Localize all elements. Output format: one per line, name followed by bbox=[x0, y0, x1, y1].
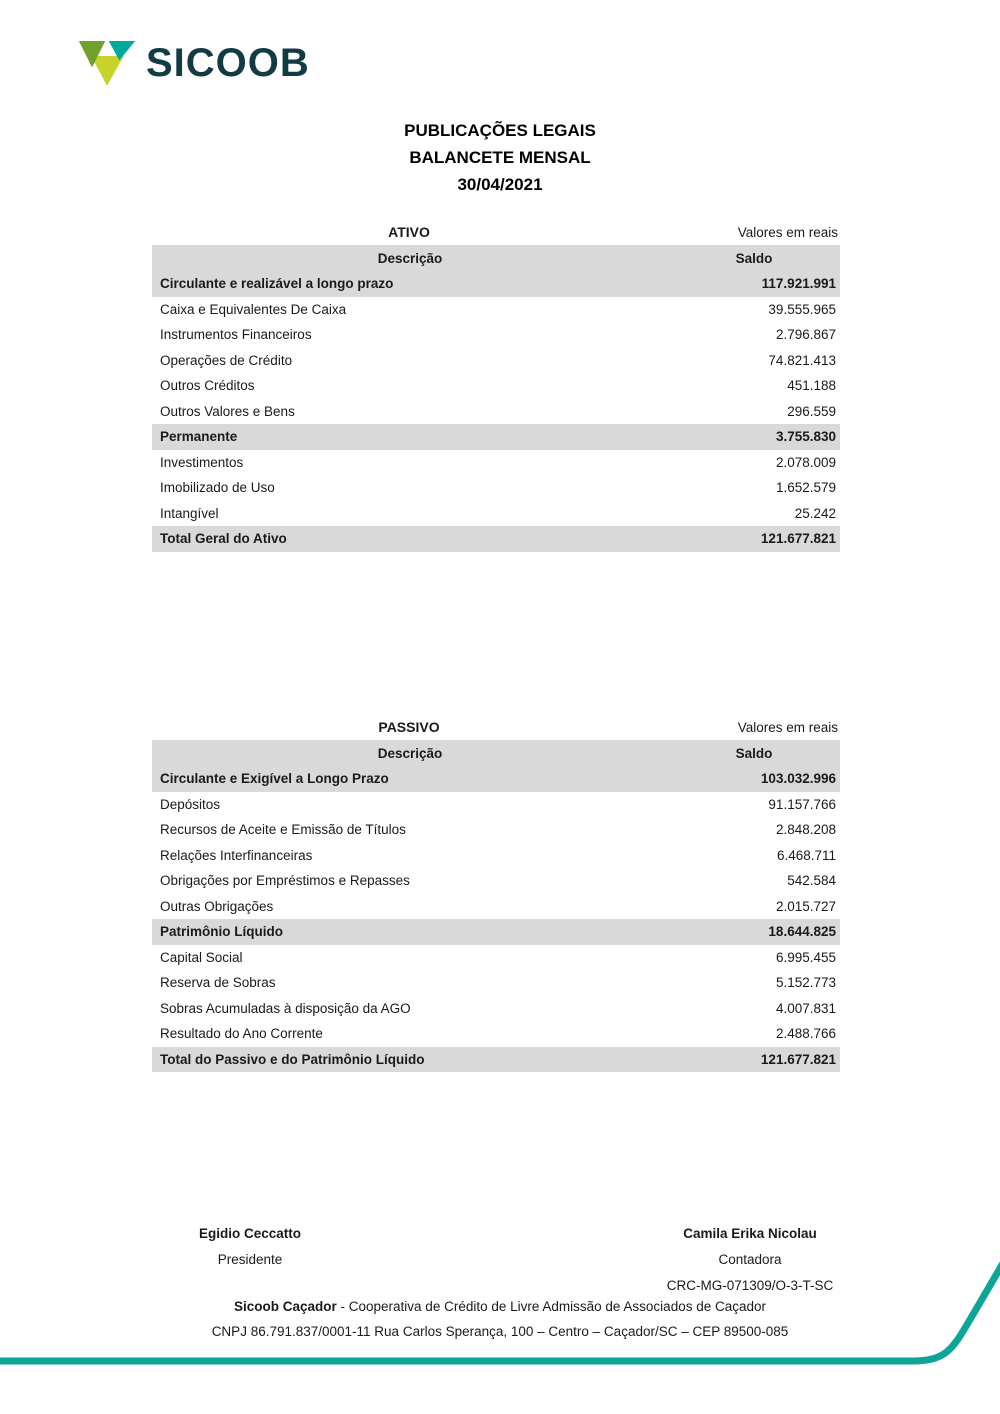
row-value: 1.652.579 bbox=[775, 480, 836, 496]
row-label: Sobras Acumuladas à disposição da AGO bbox=[160, 1000, 411, 1016]
row-label: Reserva de Sobras bbox=[160, 975, 276, 991]
footer-company-name: Sicoob Caçador bbox=[233, 1299, 337, 1314]
row-value: 103.032.996 bbox=[760, 771, 836, 787]
row-value: 6.995.455 bbox=[775, 949, 836, 965]
row-label: Outros Valores e Bens bbox=[160, 403, 295, 419]
row-label: Imobilizado de Uso bbox=[160, 480, 275, 496]
row-label: Investimentos bbox=[160, 454, 244, 470]
table-row bbox=[152, 322, 840, 348]
row-value: 4.007.831 bbox=[775, 1000, 836, 1016]
table-row bbox=[152, 919, 840, 945]
row-label: Outros Créditos bbox=[160, 378, 255, 394]
accountant-role: Contadora bbox=[718, 1252, 782, 1267]
column-header-saldo: Saldo bbox=[735, 745, 773, 761]
table-row bbox=[152, 475, 840, 501]
row-value: 3.755.830 bbox=[775, 429, 836, 445]
row-value: 2.078.009 bbox=[775, 454, 836, 470]
table-row bbox=[152, 348, 840, 374]
ativo-table bbox=[152, 219, 840, 552]
section-title: ATIVO bbox=[388, 224, 430, 240]
table-row bbox=[152, 424, 840, 450]
accountant-name: Camila Erika Nicolau bbox=[683, 1226, 817, 1241]
table-row bbox=[152, 817, 840, 843]
column-header-descricao: Descrição bbox=[377, 745, 443, 761]
row-label: Resultado do Ano Corrente bbox=[160, 1026, 323, 1042]
row-value: 121.677.821 bbox=[760, 1051, 836, 1067]
table-row bbox=[152, 271, 840, 297]
row-value: 74.821.413 bbox=[768, 352, 836, 368]
row-value: 2.796.867 bbox=[775, 327, 836, 343]
column-header-saldo: Saldo bbox=[735, 250, 773, 266]
row-label: Caixa e Equivalentes De Caixa bbox=[160, 301, 347, 317]
row-label: Obrigações por Empréstimos e Repasses bbox=[160, 873, 410, 889]
signature-president bbox=[0, 1221, 500, 1299]
footer-company-line bbox=[0, 1294, 1000, 1319]
row-label: Relações Interfinanceiras bbox=[160, 847, 313, 863]
table-row bbox=[152, 1021, 840, 1047]
table-row bbox=[152, 399, 840, 425]
row-value: 2.488.766 bbox=[775, 1026, 836, 1042]
table-row bbox=[152, 766, 840, 792]
unit-label: Valores em reais bbox=[737, 719, 838, 735]
table-row bbox=[152, 501, 840, 527]
table-header-row bbox=[152, 245, 840, 271]
row-label: Patrimônio Líquido bbox=[160, 924, 283, 940]
table-row bbox=[152, 996, 840, 1022]
sicoob-logo-text: SICOOB bbox=[146, 41, 310, 85]
table-row bbox=[152, 792, 840, 818]
row-label: Operações de Crédito bbox=[160, 352, 293, 368]
table-row bbox=[152, 970, 840, 996]
footer bbox=[0, 1294, 1000, 1344]
column-header-descricao: Descrição bbox=[377, 250, 443, 266]
table-row bbox=[152, 450, 840, 476]
table-row bbox=[152, 526, 840, 552]
row-value: 296.559 bbox=[787, 403, 836, 419]
table-body bbox=[152, 271, 840, 552]
row-value: 2.015.727 bbox=[775, 898, 836, 914]
row-value: 39.555.965 bbox=[768, 301, 836, 317]
row-value: 91.157.766 bbox=[768, 796, 836, 812]
row-value: 6.468.711 bbox=[776, 847, 836, 863]
row-value: 5.152.773 bbox=[775, 975, 836, 991]
row-value: 2.848.208 bbox=[775, 822, 836, 838]
section-title: PASSIVO bbox=[378, 719, 440, 735]
row-value: 117.921.991 bbox=[761, 276, 836, 292]
sicoob-logo-icon bbox=[78, 38, 136, 88]
row-label: Recursos de Aceite e Emissão de Títulos bbox=[160, 822, 406, 838]
row-label: Total Geral do Ativo bbox=[160, 531, 287, 547]
president-role: Presidente bbox=[217, 1252, 283, 1267]
row-label: Total do Passivo e do Patrimônio Líquido bbox=[160, 1051, 425, 1067]
table-row bbox=[152, 297, 840, 323]
row-label: Circulante e realizável a longo prazo bbox=[160, 276, 394, 292]
row-label: Depósitos bbox=[160, 796, 221, 812]
passivo-caption bbox=[152, 714, 840, 740]
title-line-date: 30/04/2021 bbox=[457, 175, 543, 194]
table-row bbox=[152, 945, 840, 971]
document-title bbox=[0, 117, 1000, 198]
row-value: 121.677.821 bbox=[760, 531, 836, 547]
president-name: Egidio Ceccatto bbox=[198, 1226, 301, 1241]
title-line-publicacoes: PUBLICAÇÕES LEGAIS bbox=[404, 121, 596, 140]
table-row bbox=[152, 843, 840, 869]
table-row bbox=[152, 868, 840, 894]
accountant-crc: CRC-MG-071309/O-3-T-SC bbox=[666, 1278, 834, 1293]
row-label: Capital Social bbox=[160, 949, 243, 965]
table-row bbox=[152, 373, 840, 399]
row-label: Outras Obrigações bbox=[160, 898, 274, 914]
footer-address-line: CNPJ 86.791.837/0001-11 Rua Carlos Sperança, 100 – Centro – Caçador/SC – CEP 89500-085 bbox=[211, 1324, 789, 1339]
footer-company-rest: - Cooperativa de Crédito de Livre Admissão de Associados de Caçador bbox=[336, 1299, 767, 1314]
unit-label: Valores em reais bbox=[737, 224, 838, 240]
row-label: Instrumentos Financeiros bbox=[160, 327, 312, 343]
row-label: Intangível bbox=[160, 505, 219, 521]
title-line-balancete: BALANCETE MENSAL bbox=[409, 148, 591, 167]
table-row bbox=[152, 1047, 840, 1073]
sicoob-logo bbox=[78, 38, 310, 88]
table-row bbox=[152, 894, 840, 920]
table-header-row bbox=[152, 740, 840, 766]
row-value: 451.188 bbox=[787, 378, 836, 394]
signature-block bbox=[0, 1221, 1000, 1299]
table-body bbox=[152, 766, 840, 1072]
row-label: Permanente bbox=[160, 429, 238, 445]
row-value: 18.644.825 bbox=[768, 924, 836, 940]
row-value: 542.584 bbox=[787, 873, 836, 889]
passivo-table bbox=[152, 714, 840, 1072]
signature-accountant bbox=[500, 1221, 1000, 1299]
row-label: Circulante e Exigível a Longo Prazo bbox=[160, 771, 389, 787]
row-value: 25.242 bbox=[794, 505, 836, 521]
ativo-caption bbox=[152, 219, 840, 245]
